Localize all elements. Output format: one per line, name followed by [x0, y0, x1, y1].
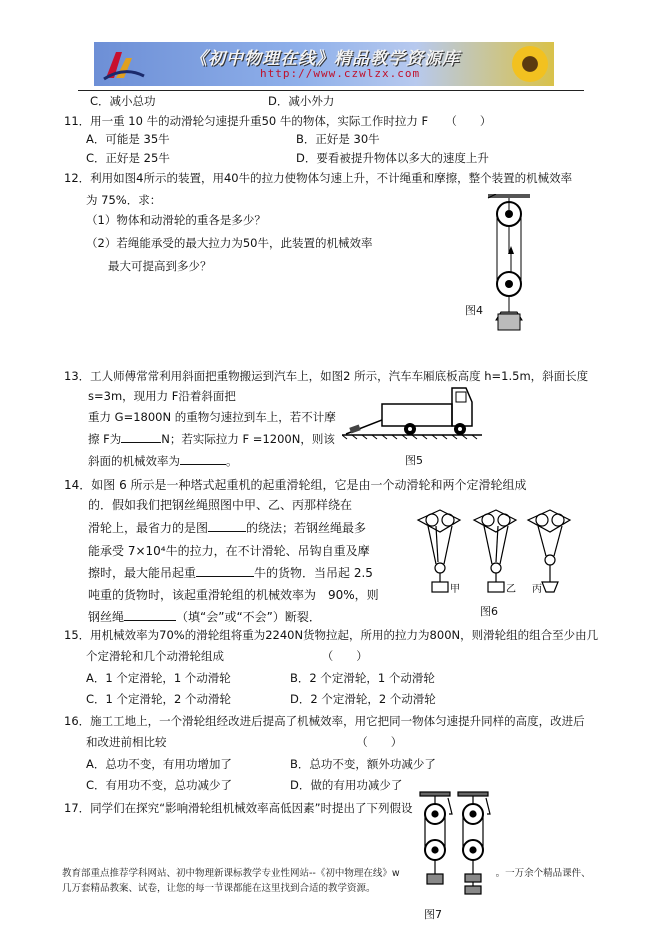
footer-line-1-a: 教育部重点推荐学科网站、初中物理新课标教学专业性网站--《初中物理在线》w — [62, 868, 400, 879]
q13-line-5 — [88, 453, 238, 469]
q14-blank-3 — [124, 610, 176, 621]
q13-line-3: 重力 G=1800N 的重物匀速拉到车上，若不计摩 — [88, 410, 336, 424]
banner-url: http://www.czwlzx.com — [260, 67, 421, 80]
figure-7-label: 图7 — [424, 908, 442, 921]
q13-line-5-b: 。 — [226, 454, 238, 468]
q13-line-2: s=3m，现用力 F沿着斜面把 — [88, 389, 236, 403]
q16-option-a: A．总功不变，有用功增加了 — [86, 757, 232, 771]
q15-option-b: B．2 个定滑轮，1 个动滑轮 — [290, 671, 435, 685]
q14-line-3-b: 的绕法；若钢丝绳最多 — [246, 521, 367, 535]
sunflower-icon — [512, 46, 548, 82]
q16-option-d: D．做的有用功减少了 — [290, 778, 403, 792]
figure-7-pulleys — [418, 790, 494, 914]
q10-option-d: D．减小外力 — [268, 94, 335, 108]
q10-option-c: C．减小总功 — [90, 94, 156, 108]
q12-line-2: 为 75%．求： — [86, 193, 162, 207]
q12-line-5: 最大可提高到多少？ — [108, 259, 212, 273]
site-logo-icon — [102, 46, 146, 82]
q14-line-7-a: 钢丝绳 — [88, 610, 125, 624]
q15-line-2: 个定滑轮和几个动滑轮组成 （ ） — [86, 649, 368, 663]
q15-line-1: 15．用机械效率为70%的滑轮组将重为2240N货物拉起，所用的拉力为800N，则滑轮组的组合至少由几 — [64, 628, 599, 642]
q16-option-b: B．总功不变，额外功减少了 — [290, 757, 436, 771]
figure-6-label-bing: 丙 — [532, 584, 542, 595]
q14-blank-1 — [208, 521, 246, 532]
q16-option-c: C．有用功不变，总功减少了 — [86, 778, 233, 792]
q14-line-7 — [88, 608, 321, 625]
q11-option-b: B．正好是 30牛 — [296, 132, 380, 146]
q15-option-d: D．2 个定滑轮，2 个动滑轮 — [290, 692, 436, 706]
q11-option-a: A．可能是 35牛 — [86, 132, 170, 146]
q14-line-7-b: （填“会”或“不会”）断裂． — [176, 610, 321, 624]
q11-option-d: D．要看被提升物体以多大的速度上升 — [296, 151, 489, 165]
q12-line-4: （2）若绳能承受的最大拉力为50牛，此装置的机械效率 — [86, 236, 373, 250]
q17-line-1: 17．同学们在探究“影响滑轮组机械效率高低因素”时提出了下列假设 — [64, 801, 413, 815]
q14-line-5-b: 牛的货物．当吊起 2.5 — [254, 566, 373, 580]
q14-line-1: 14．如图 6 所示是一种塔式起重机的起重滑轮组，它是由一个动滑轮和两个定滑轮组成 — [64, 478, 527, 492]
q11-stem: 11．用一重 10 牛的动滑轮匀速提升重50 牛的物体，实际工作时拉力 F （ ） — [64, 114, 492, 128]
q14-line-3-a: 滑轮上，最省力的是图 — [88, 521, 209, 535]
q16-line-1: 16．施工工地上，一个滑轮组经改进后提高了机械效率，用它把同一物体匀速提升同样的高度，改进后 — [64, 714, 585, 728]
figure-6-crane-pulleys — [414, 506, 574, 602]
q13-line-5-a: 斜面的机械效率为 — [88, 454, 180, 468]
q12-line-3: （1）物体和动滑轮的重各是多少？ — [86, 213, 266, 227]
q13-blank-1 — [121, 432, 161, 443]
q13-line-4-a: 擦 F为 — [88, 432, 122, 446]
q14-line-5 — [88, 564, 373, 581]
q13-blank-2 — [180, 454, 226, 465]
figure-6-label-yi: 乙 — [506, 584, 516, 595]
q12-line-1: 12．利用如图4所示的装置，用40牛的拉力使物体匀速上升，不计绳重和摩擦，整个装置的机械效率 — [64, 171, 573, 185]
q14-line-2: 的．假如我们把钢丝绳照图中甲、乙、丙那样绕在 — [88, 498, 353, 512]
q11-option-c: C．正好是 25牛 — [86, 151, 170, 165]
figure-6-label: 图6 — [480, 605, 498, 618]
figure-5-truck — [342, 384, 482, 440]
q13-line-1: 13．工人师傅常常利用斜面把重物搬运到汽车上，如图2 所示，汽车车厢底板高度 h=1.5m，斜面长度 — [64, 369, 589, 383]
figure-4-label: 图4 — [465, 304, 483, 317]
q14-line-6: 吨重的货物时，该起重滑轮组的机械效率为 90%，则 — [88, 588, 379, 602]
footer-line-1 — [62, 865, 591, 879]
q14-blank-2 — [196, 566, 254, 577]
q16-line-2: 和改进前相比较 （ ） — [86, 735, 403, 749]
q14-line-3 — [88, 519, 366, 536]
q15-option-c: C．1 个定滑轮，2 个动滑轮 — [86, 692, 231, 706]
header-rule — [78, 90, 584, 91]
q13-line-4 — [88, 431, 335, 447]
q13-line-4-b: N；若实际拉力 F =1200N，则该 — [161, 432, 335, 446]
figure-4-pulley — [484, 194, 534, 334]
q14-line-5-a: 擦时，最大能吊起重 — [88, 566, 197, 580]
banner-title: 《初中物理在线》精品教学资源库 — [190, 49, 460, 69]
figure-5-label: 图5 — [405, 454, 423, 467]
figure-6-label-jia: 甲 — [450, 584, 460, 595]
q15-option-a: A．1 个定滑轮，1 个动滑轮 — [86, 671, 231, 685]
q14-line-4: 能承受 7×10⁴牛的拉力，在不计滑轮、吊钩自重及摩 — [88, 544, 370, 558]
footer-line-1-b: 。一万余个精品课件、 — [495, 868, 591, 879]
footer-line-2: 几万套精品教案、试卷，让您的每一节课都能在这里找到合适的教学资源。 — [62, 883, 376, 894]
header-banner — [94, 42, 554, 86]
